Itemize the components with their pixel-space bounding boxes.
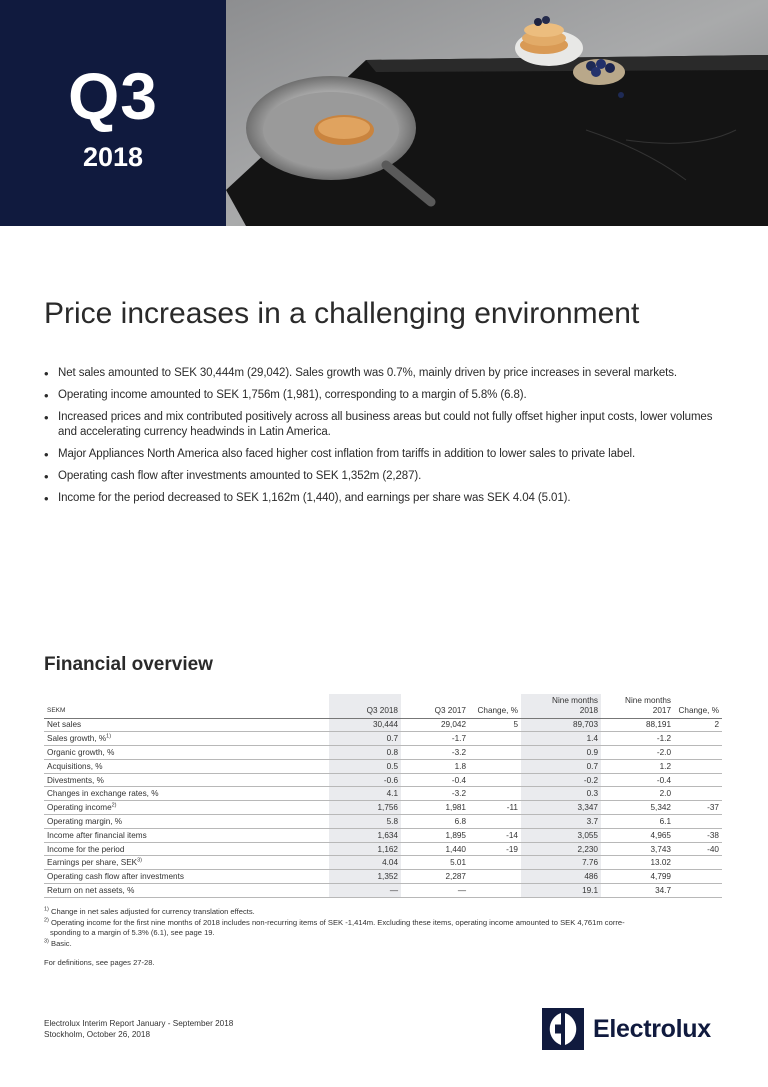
row-label: Net sales: [44, 718, 329, 732]
electrolux-logo-icon: [542, 1008, 584, 1050]
cell-nine-months-2018: 1.4: [521, 732, 601, 746]
bullet-icon: •: [44, 410, 49, 425]
cell-change-nine-months: -37: [674, 801, 722, 815]
cell-change: [469, 787, 521, 801]
page-headline: Price increases in a challenging environment: [44, 297, 640, 330]
header-unit: SEKM: [44, 694, 329, 718]
row-label: Organic growth, %: [44, 746, 329, 760]
cell-nine-months-2017: 6.1: [601, 815, 674, 829]
footnote-3: $^{3)}$ Basic.: [44, 937, 72, 948]
cell-nine-months-2017: 13.02: [601, 856, 674, 870]
cell-change: [469, 773, 521, 787]
cell-change-nine-months: [674, 787, 722, 801]
table-row: [44, 801, 722, 815]
cell-nine-months-2018: 2,230: [521, 842, 601, 856]
cell-change-nine-months: [674, 773, 722, 787]
table-row: [44, 746, 722, 760]
footnote-mark: 1): [106, 733, 112, 740]
cell-nine-months-2018: -0.2: [521, 773, 601, 787]
table-row: [44, 828, 722, 842]
row-label: Return on net assets, %: [44, 884, 329, 898]
cell-change-nine-months: [674, 759, 722, 773]
highlight-item: • Major Appliances North America also faced higher cost inflation from tariffs in addition to lower sales to private label.: [44, 447, 636, 462]
year-label: 2018: [82, 142, 144, 172]
cell-change: -19: [469, 842, 521, 856]
row-label: Sales growth, %$^{1)}$: [44, 732, 329, 746]
table-row: [44, 870, 722, 884]
cell-q3-2018: 30,444: [329, 718, 401, 732]
cell-change-nine-months: [674, 746, 722, 760]
cell-q3-2017: 1.8: [401, 759, 469, 773]
row-label: Divestments, %: [44, 773, 329, 787]
cell-q3-2018: 1,162: [329, 842, 401, 856]
row-label: Changes in exchange rates, %: [44, 787, 329, 801]
cell-nine-months-2018: 19.1: [521, 884, 601, 898]
cell-nine-months-2017: 3,743: [601, 842, 674, 856]
cell-change: -14: [469, 828, 521, 842]
cell-nine-months-2018: 89,703: [521, 718, 601, 732]
bullet-icon: •: [44, 447, 49, 462]
cell-change: [469, 856, 521, 870]
cell-q3-2018: 0.7: [329, 732, 401, 746]
cell-q3-2017: 1,440: [401, 842, 469, 856]
financial-overview-title: Financial overview: [44, 654, 213, 675]
highlights-list: [44, 366, 724, 513]
cell-change: [469, 746, 521, 760]
table-row: [44, 718, 722, 732]
place-date: Stockholm, October 26, 2018: [44, 1030, 151, 1039]
cell-change: [469, 815, 521, 829]
row-label: Operating margin, %: [44, 815, 329, 829]
highlight-item: • Net sales amounted to SEK 30,444m (29,042). Sales growth was 0.7%, mainly driven by price increases in several markets.: [44, 366, 677, 381]
header-q3-2017: Q3 2017: [401, 694, 469, 718]
footnote-2-continued: sponding to a margin of 5.3% (6.1), see page 19.: [50, 928, 215, 937]
footnotes: [44, 907, 724, 969]
financial-overview-table: [44, 694, 722, 898]
cell-q3-2018: 1,756: [329, 801, 401, 815]
cell-nine-months-2018: 3.7: [521, 815, 601, 829]
footnote-mark: 2): [111, 802, 117, 809]
cell-change-nine-months: -40: [674, 842, 722, 856]
cell-q3-2018: 4.1: [329, 787, 401, 801]
bullet-icon: •: [44, 491, 49, 506]
cell-change-nine-months: [674, 884, 722, 898]
cell-q3-2017: 6.8: [401, 815, 469, 829]
header-q3-2018: Q3 2018: [329, 694, 401, 718]
row-label: Income for the period: [44, 842, 329, 856]
cell-change: [469, 870, 521, 884]
cover-hero: [0, 0, 768, 226]
cell-nine-months-2017: -1.2: [601, 732, 674, 746]
brand-name: Electrolux: [593, 1014, 711, 1043]
definitions-note: For definitions, see pages 27-28.: [44, 958, 155, 967]
cell-change-nine-months: [674, 870, 722, 884]
report-name: Electrolux Interim Report January - September 2018: [44, 1019, 234, 1028]
table-row: [44, 842, 722, 856]
row-label: Operating cash flow after investments: [44, 870, 329, 884]
cell-q3-2018: 0.5: [329, 759, 401, 773]
cell-q3-2018: 4.04: [329, 856, 401, 870]
row-label: Income after financial items: [44, 828, 329, 842]
cell-nine-months-2017: 88,191: [601, 718, 674, 732]
cell-change-nine-months: [674, 856, 722, 870]
footer-info: [44, 1018, 233, 1040]
highlight-item: • Operating income amounted to SEK 1,756m (1,981), corresponding to a margin of 5.8% (6.8).: [44, 388, 527, 403]
bullet-icon: •: [44, 366, 49, 381]
cell-q3-2017: 2,287: [401, 870, 469, 884]
cell-q3-2017: -3.2: [401, 787, 469, 801]
cell-nine-months-2018: 0.7: [521, 759, 601, 773]
cell-nine-months-2018: 486: [521, 870, 601, 884]
cell-q3-2018: —: [329, 884, 401, 898]
cell-nine-months-2018: 7.76: [521, 856, 601, 870]
highlight-item: • Increased prices and mix contributed positively across all business areas but could not fully offset higher input costs, lower volumes and accelerating currency headwinds in Latin America.: [44, 410, 713, 438]
row-label: Acquisitions, %: [44, 759, 329, 773]
electrolux-logo: [542, 1008, 711, 1050]
cell-nine-months-2017: -0.4: [601, 773, 674, 787]
cell-q3-2018: 0.8: [329, 746, 401, 760]
cell-q3-2017: —: [401, 884, 469, 898]
cell-nine-months-2017: 34.7: [601, 884, 674, 898]
cell-change-nine-months: [674, 732, 722, 746]
cell-nine-months-2017: 4,799: [601, 870, 674, 884]
cell-nine-months-2017: 4,965: [601, 828, 674, 842]
cell-q3-2018: 1,634: [329, 828, 401, 842]
table-row: [44, 759, 722, 773]
table-row: [44, 815, 722, 829]
cell-q3-2017: 1,895: [401, 828, 469, 842]
header-nine-months-2017: Nine months 2017: [601, 694, 674, 718]
table-row: [44, 732, 722, 746]
header-change: Change, %: [469, 694, 521, 718]
cell-q3-2017: -3.2: [401, 746, 469, 760]
cell-change-nine-months: [674, 815, 722, 829]
hero-photo: [226, 0, 768, 226]
header-nine-months-2018: Nine months 2018: [521, 694, 601, 718]
cell-q3-2018: -0.6: [329, 773, 401, 787]
cell-nine-months-2018: 0.9: [521, 746, 601, 760]
cell-change: 5: [469, 718, 521, 732]
cell-nine-months-2018: 0.3: [521, 787, 601, 801]
table-row: [44, 884, 722, 898]
footnote-1: $^{1)}$ Change in net sales adjusted for currency translation effects.: [44, 906, 255, 916]
cell-change-nine-months: 2: [674, 718, 722, 732]
highlight-item: • Income for the period decreased to SEK 1,162m (1,440), and earnings per share was SEK 4.04 (5.01).: [44, 491, 571, 506]
cell-q3-2017: 1,981: [401, 801, 469, 815]
footnote-2: $^{2)}$ Operating income for the first nine months of 2018 includes non-recurring items of SEK -1,414m. Excluding these items, operating income amounted to SEK 4,761m corre-: [44, 916, 625, 927]
table-row: [44, 787, 722, 801]
row-label: Earnings per share, SEK$^{3)}$: [44, 856, 329, 870]
cell-q3-2017: 5.01: [401, 856, 469, 870]
quarter-badge: [0, 0, 226, 226]
table-row: [44, 773, 722, 787]
cell-nine-months-2018: 3,347: [521, 801, 601, 815]
cell-nine-months-2017: 2.0: [601, 787, 674, 801]
cell-change-nine-months: -38: [674, 828, 722, 842]
cell-change: [469, 759, 521, 773]
table-header-row: [44, 694, 722, 718]
table-row: [44, 856, 722, 870]
cell-nine-months-2017: 1.2: [601, 759, 674, 773]
header-change-nine-months: Change, %: [674, 694, 722, 718]
cell-q3-2017: 29,042: [401, 718, 469, 732]
cell-change: -11: [469, 801, 521, 815]
cell-q3-2017: -1.7: [401, 732, 469, 746]
bullet-icon: •: [44, 469, 49, 484]
row-label: Operating income$^{2)}$: [44, 801, 329, 815]
footnote-mark: 3): [137, 857, 143, 864]
cell-nine-months-2017: -2.0: [601, 746, 674, 760]
bullet-icon: •: [44, 388, 49, 403]
cell-q3-2018: 5.8: [329, 815, 401, 829]
cell-nine-months-2018: 3,055: [521, 828, 601, 842]
quarter-label: Q3: [67, 59, 159, 133]
cell-q3-2017: -0.4: [401, 773, 469, 787]
highlight-item: • Operating cash flow after investments amounted to SEK 1,352m (2,287).: [44, 469, 422, 484]
cell-change: [469, 732, 521, 746]
cell-change: [469, 884, 521, 898]
cell-nine-months-2017: 5,342: [601, 801, 674, 815]
cell-q3-2018: 1,352: [329, 870, 401, 884]
